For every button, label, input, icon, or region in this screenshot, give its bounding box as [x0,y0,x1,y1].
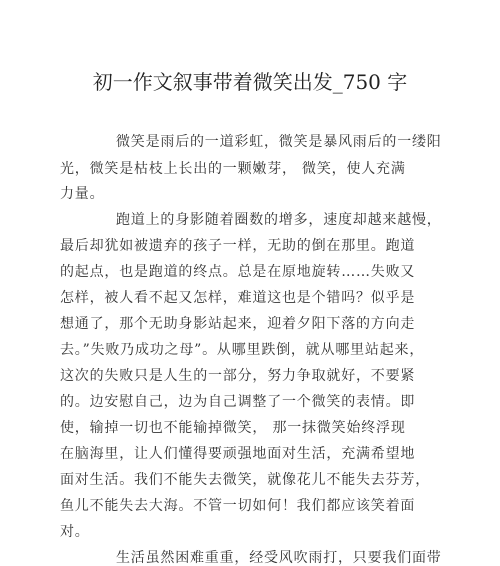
paragraph-2-line-5: 想通了，那个无助身影站起来，迎着夕阳下落的方向走 [60,316,416,332]
paragraph-2-line-12: 鱼儿不能失去大海。不管一切如何！我们都应该笑着面 [60,498,416,514]
paragraph-1-line-2: 光，微笑是枯枝上长出的一颗嫩芽， 微笑，使人充满 [60,161,406,177]
paragraph-1-line-3: 力量。 [60,186,105,202]
paragraph-2-line-13: 对。 [60,524,90,540]
paragraph-2-line-3: 的起点，也是跑道的终点。总是在原地旋转……失败又 [60,264,416,280]
paragraph-3-line-1: 生活虽然困难重重，经受风吹雨打，只要我们面带 [116,550,442,566]
document-title: 初一作文叙事带着微笑出发_750 字 [92,70,408,94]
paragraph-2-line-2: 最后却犹如被遗弃的孩子一样，无助的倒在那里。跑道 [60,238,416,254]
paragraph-2-line-10: 在脑海里，让人们懂得要顽强地面对生活，充满希望地 [60,446,416,462]
paragraph-2-line-7: 这次的失败只是人生的一部分，努力争取就好，不要紧 [60,368,416,384]
paragraph-1-line-1: 微笑是雨后的一道彩虹，微笑是暴风雨后的一缕阳 [116,134,442,150]
paragraph-2-line-11: 面对生活。我们不能失去微笑，就像花儿不能失去芬芳， [60,472,430,488]
paragraph-2-line-1: 跑道上的身影随着圈数的增多，速度却越来越慢， [116,212,442,228]
paragraph-2-line-8: 的。边安慰自己，边为自己调整了一个微笑的表情。即 [60,394,416,410]
paragraph-2-line-4: 怎样，被人看不起又怎样，难道这也是个错吗？似乎是 [60,290,416,306]
paragraph-2-line-6: 去。”失败乃成功之母”。从哪里跌倒，就从哪里站起来， [60,342,425,358]
paragraph-2-line-9: 使，输掉一切也不能输掉微笑， 那一抹微笑始终浮现 [60,420,406,436]
